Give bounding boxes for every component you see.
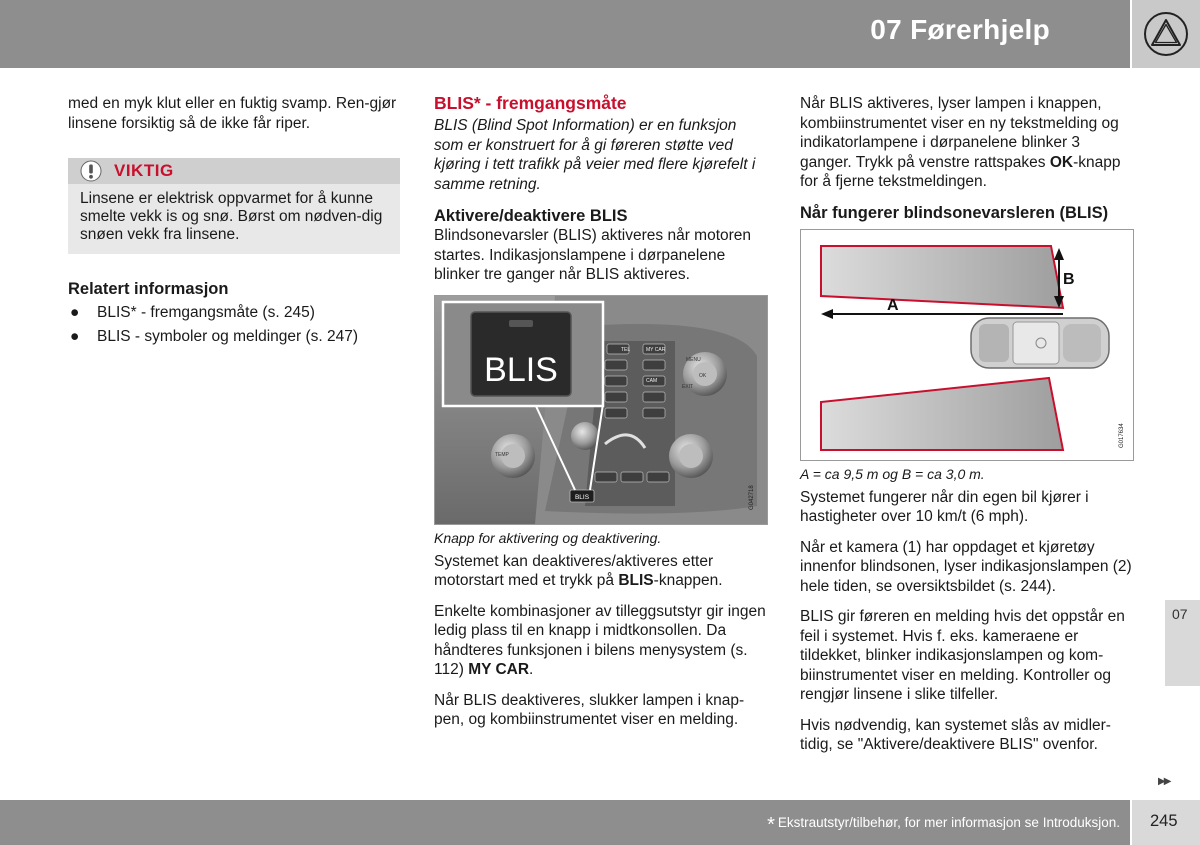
related-item-label: BLIS* - fremgangsmåte (s. 245) xyxy=(97,304,315,321)
bullet-icon: ● xyxy=(70,328,80,345)
col3-paragraph-2: Systemet fungerer når din egen bil kjører i hastigheter over 10 km/t (6 mph). xyxy=(800,488,1089,525)
header-bar xyxy=(0,0,1130,68)
footnote-star: * xyxy=(767,814,775,836)
figure-caption: A = ca 9,5 m og B = ca 3,0 m. xyxy=(800,465,985,482)
next-page-icon[interactable]: ▶▶ xyxy=(1158,776,1170,787)
related-item[interactable] xyxy=(68,303,400,323)
temp-label: TEMP xyxy=(495,451,509,458)
col2-paragraph-2: Systemet kan deaktiveres/aktiveres etter motorstart med et trykk på BLIS-knappen. xyxy=(434,552,723,589)
warning-title: VIKTIG xyxy=(114,161,174,180)
footer-bar xyxy=(0,800,1130,845)
upper-zone xyxy=(821,246,1063,308)
warning-text: Linsene er elektrisk oppvarmet for å kunne smelte vekk is og snø. Børst om nødven-dig snøen vekk fra linsene. xyxy=(80,190,383,243)
label-a: A xyxy=(887,296,899,314)
column-2 xyxy=(434,94,768,741)
footer-note xyxy=(767,814,1120,837)
col3-paragraph-1: Når BLIS aktiveres, lyser lampen i knappen, kombiinstrumentet viser en ny tekstmelding og indikatorlampene i dørpanelene blinker 3 ganger. Trykk på venstre rattspakes OK-knapp for å fjerne tekstmeldingen. xyxy=(800,95,1121,190)
blis-button-label: BLIS xyxy=(484,350,558,389)
related-info-title: Relatert informasjon xyxy=(68,280,229,298)
footnote-text: Ekstrautstyr/tilbehør, for mer informasjon se Introduksjon. xyxy=(777,815,1120,830)
warning-triangle-icon xyxy=(1143,11,1189,57)
console-figure xyxy=(434,295,768,525)
chapter-tab-label: 07 xyxy=(1172,606,1188,622)
page-number: 245 xyxy=(1150,812,1178,830)
chapter-tab[interactable] xyxy=(1165,600,1200,686)
menu-label: MENU xyxy=(686,356,701,363)
exclamation-icon xyxy=(80,160,102,182)
car-illustration xyxy=(971,318,1109,368)
col3-paragraph-5: Hvis nødvendig, kan systemet slås av midler-tidig, se "Aktivere/deaktivere BLIS" ovenfor. xyxy=(800,716,1111,753)
tel-label: TEL xyxy=(621,346,631,353)
column-3 xyxy=(800,94,1134,766)
figure-code: G042718 xyxy=(749,484,755,510)
header-icon-box xyxy=(1132,0,1200,68)
col1-paragraph: med en myk klut eller en fuktig svamp. Ren-gjør linsene forsiktig så de ikke får riper. xyxy=(68,95,397,132)
col3-paragraph-3: Når et kamera (1) har oppdaget et kjøretøy innenfor blindsonen, lyser indikasjonslampen (2) hele tiden, se oversiktsbildet (s. 244). xyxy=(800,538,1132,595)
col3-paragraph-4: BLIS gir føreren en melding hvis det oppstår en feil i systemet. Hvis f. eks. kameraene er tildekket, blinker indikasjonslampen og kom-biinstrumentet viser en melding. Kontroller og rengjør linsene i slike tilfeller. xyxy=(800,608,1125,703)
subsection-title: Aktivere/deaktivere BLIS xyxy=(434,207,628,225)
warning-header xyxy=(68,158,400,184)
col2-paragraph-3: Enkelte kombinasjoner av tilleggsutstyr gir ingen ledig plass til en knapp i midtkonsollen. Da håndteres funksjonen i bilens menysystem (s. 112) MY CAR. xyxy=(434,602,766,678)
blind-spot-zones xyxy=(801,230,1133,460)
figure-code: G017634 xyxy=(1119,422,1125,448)
page-number-box xyxy=(1132,800,1200,845)
ok-label: OK xyxy=(699,372,707,379)
bullet-icon: ● xyxy=(70,304,80,321)
related-item[interactable] xyxy=(68,327,400,347)
cam-label: CAM xyxy=(646,377,658,384)
center-console-illustration xyxy=(435,296,767,524)
section-intro: BLIS (Blind Spot Information) er en funksjon som er konstruert for å gi føreren støtte ved kjøring i tett trafikk på veier med flere kjørefelt i samme retning. xyxy=(434,117,756,193)
lower-zone xyxy=(821,378,1063,450)
related-item-label: BLIS - symboler og meldinger (s. 247) xyxy=(97,328,359,345)
label-b: B xyxy=(1063,270,1075,288)
col2-paragraph-4: Når BLIS deaktiveres, slukker lampen i knap-pen, og kombiinstrumentet viser en melding. xyxy=(434,691,745,728)
blind-spot-diagram xyxy=(800,229,1134,461)
mycar-label: MY CAR xyxy=(646,346,666,353)
exit-label: EXIT xyxy=(682,383,694,390)
section-title: BLIS* - fremgangsmåte xyxy=(434,93,627,113)
subsection-title: Når fungerer blindsonevarsleren (BLIS) xyxy=(800,203,1109,222)
chapter-title: 07 Førerhjelp xyxy=(870,14,1050,45)
blis-small-label: BLIS xyxy=(574,493,590,501)
col2-paragraph-1: Blindsonevarsler (BLIS) aktiveres når motoren startes. Indikasjonslampene i dørpanelene blinker tre ganger når BLIS aktiveres. xyxy=(434,227,752,283)
blis-indicator-lamp xyxy=(509,320,533,327)
column-1 xyxy=(68,94,400,347)
figure-caption: Knapp for aktivering og deaktivering. xyxy=(434,529,662,546)
warning-box xyxy=(68,158,400,254)
